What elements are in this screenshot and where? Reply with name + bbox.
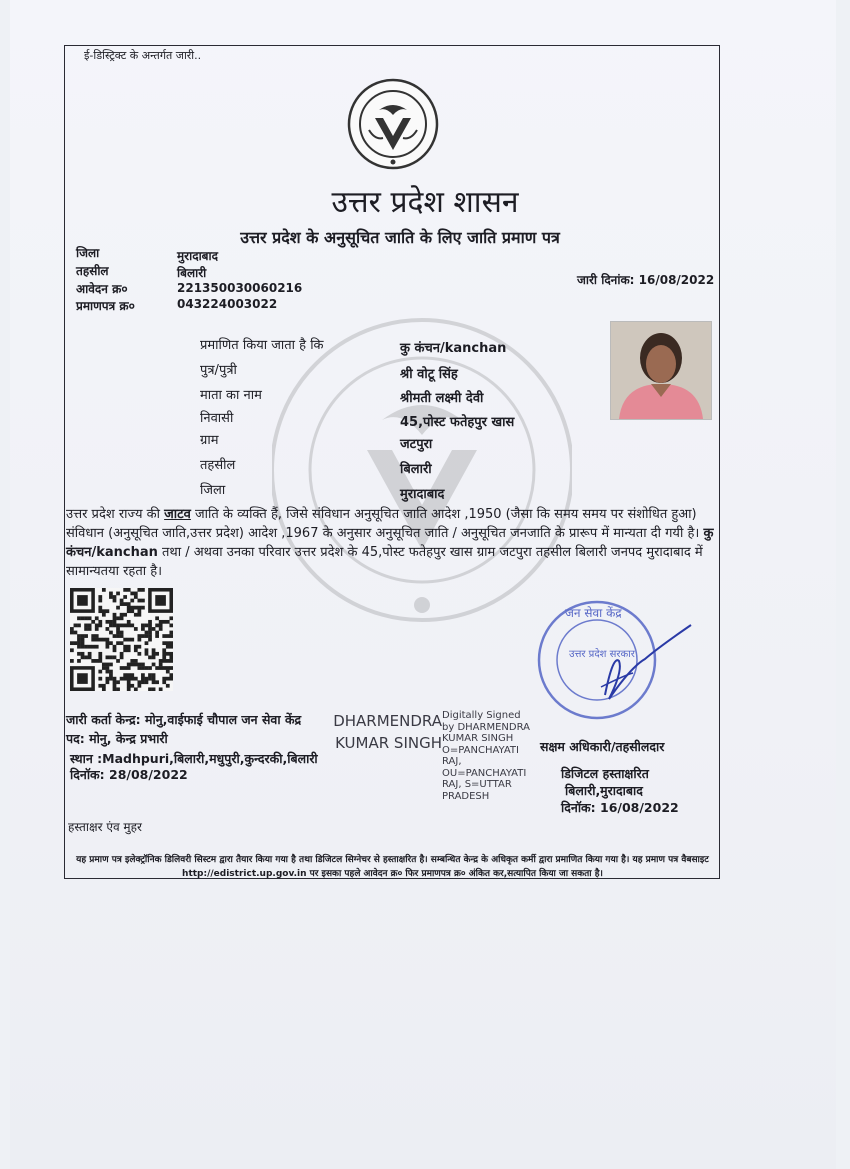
field-value: मुरादाबाद [400,487,445,502]
authority-place: बिलारी,मुरादाबाद [565,783,643,798]
statement-part: उत्तर प्रदेश राज्य की [66,507,165,522]
field-label: प्रमाणित किया जाता है कि [200,338,324,353]
issuer-place: स्थान :Madhpuri,बिलारी,मधुपुरी,कुन्दरकी,बिलारी [70,751,318,766]
field-value: जटपुरा [400,437,433,452]
stamp-text: जन सेवा केंद्र [565,606,622,620]
field-label: पुत्र/पुत्री [200,363,237,378]
certificate-number-value: 043224003022 [177,297,278,311]
field-value: श्रीमती लक्ष्मी देवी [400,391,484,406]
field-label: तहसील [200,458,236,473]
page-title: उत्तर प्रदेश शासन [331,185,519,220]
district-value: मुरादाबाद [177,249,219,263]
e-district-note: ई-डिस्ट्रिक्ट के अन्तर्गत जारी.. [84,49,202,62]
field-value: श्री वोटू सिंह [400,367,458,382]
field-label: जिला [200,483,226,498]
certificate-subtitle: उत्तर प्रदेश के अनुसूचित जाति के लिए जाति प्रमाण पत्र [240,228,560,247]
issuing-center: जारी कर्ता केन्द्र: मोनु,वाईफाई चौपाल जन सेवा केंद्र [66,712,302,727]
stamp-inner-text: उत्तर प्रदेश सरकार [569,649,635,660]
digital-signer-name: DHARMENDRA KUMAR SINGH [333,712,442,752]
digital-signature-detail: Digitally Signed by DHARMENDRA KUMAR SINGH O=PANCHAYATI RAJ, OU=PANCHAYATI RAJ, S=UTTAR PRADESH [442,710,530,802]
issuer-post: पद: मोनु, केन्द्र प्रभारी [66,731,168,746]
applicant-name: कु कंचन/kanchan [66,526,714,560]
statement-part: जाति के व्यक्ति हैं, जिसे संविधान अनुसूचित जाति आदेश ,1950 (जैसा कि समय समय पर संशोधित हुआ) संविधान (अनुसूचित जाति,उत्तर प्रदेश) आदेश ,1967 के अनुसार अनुसूचित जाति / अनुसूचित जनजाति के प्रारूप में मान्यता दी गयी है। [66,507,704,541]
digitally-signed-label: डिजिटल हस्ताक्षरित [561,766,649,781]
district-label: जिला [76,246,100,260]
authority-title: सक्षम अधिकारी/तहसीलदार [540,739,665,754]
qr-code [70,588,173,691]
tehsil-value: बिलारी [177,266,207,280]
caste-name: जाटव [164,507,191,522]
application-label: आवेदन क्र० [76,282,128,296]
certificate-statement [66,505,716,581]
field-value: बिलारी [400,462,432,477]
signature-and-seal-label: हस्ताक्षर एंव मुहर [68,820,142,834]
field-label: निवासी [200,411,234,426]
tehsil-label: तहसील [76,264,109,278]
field-label: ग्राम [200,433,219,448]
applicant-photo [610,321,712,420]
field-label: माता का नाम [200,388,262,403]
application-value: 221350030060216 [177,281,303,295]
issue-date: जारी दिनांक: 16/08/2022 [577,273,715,287]
statement-part: तथा / अथवा उनका परिवार उत्तर प्रदेश के 45,पोस्ट फतेहपुर खास ग्राम जटपुरा तहसील बिलारी जनपद मुरादाबाद में सामान्यतया रहता है। [66,545,703,579]
up-government-emblem-icon [345,78,441,170]
authority-date: दिनॉक: 16/08/2022 [561,800,679,815]
issuer-date: दिनॉक: 28/08/2022 [70,767,188,782]
field-value: 45,पोस्ट फतेहपुर खास [400,415,515,430]
field-value: कु कंचन/kanchan [400,341,507,356]
certificate-number-label: प्रमाणपत्र क्र० [76,299,135,313]
official-seal-stamp-icon [535,595,695,725]
verification-footer-note: यह प्रमाण पत्र इलेक्ट्रॉनिक डिलिवरी सिस्टम द्वारा तैयार किया गया है तथा डिजिटल सिग्नेचर से हस्ताक्षरित है। सम्बन्धित केन्द्र के अधिकृत कर्मी द्वारा प्रमाणित किया गया है। यह प्रमाण पत्र वैबसाइट http://edistrict.up.gov.in पर इसका पहले आवेदन क्र० फिर प्रमाणपत्र क्र० अंकित कर,सत्यापित किया जा सकता है। [76,855,709,879]
